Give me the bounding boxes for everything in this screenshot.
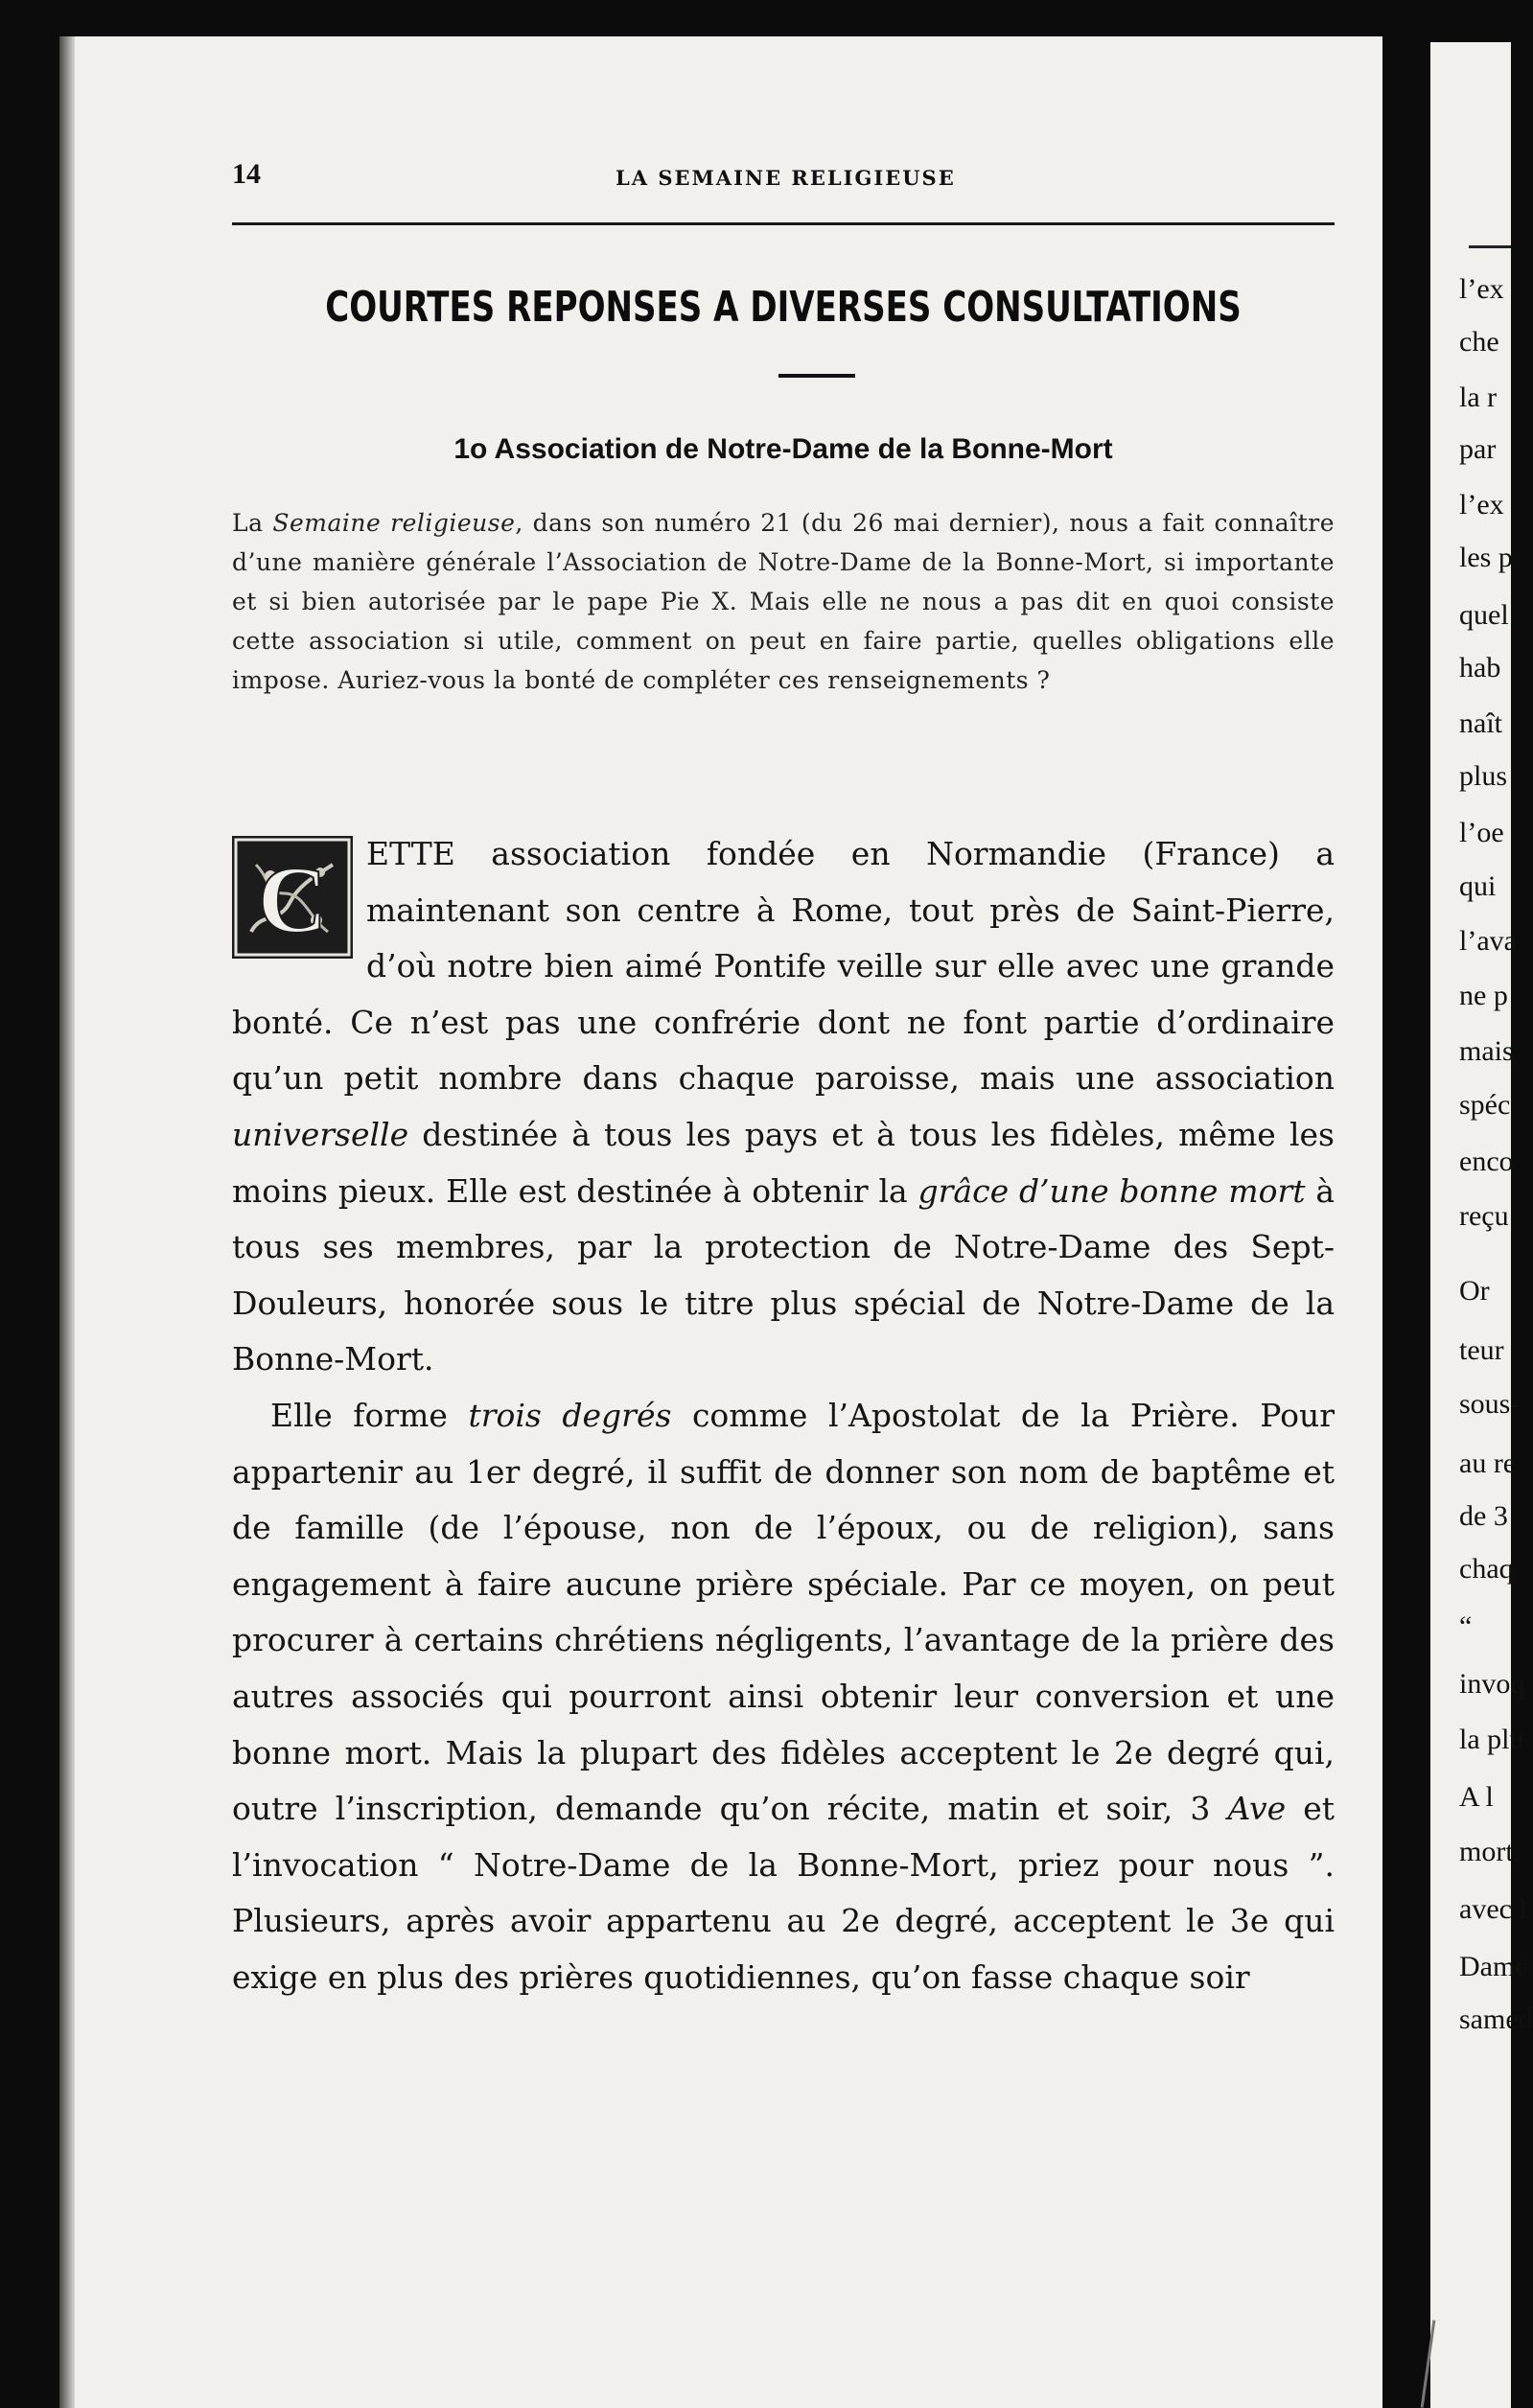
- adjacent-page-line: de 3: [1459, 1500, 1508, 1532]
- answer-paragraph-2: [232, 1388, 1335, 2006]
- page-number: 14: [232, 158, 261, 190]
- dropcap-letter: C: [257, 846, 328, 953]
- adjacent-page-line: l’oe: [1459, 817, 1504, 848]
- adjacent-page-line: l’ex: [1459, 489, 1504, 521]
- title-dash: [778, 374, 855, 378]
- answer-text: [232, 826, 1335, 2005]
- adjacent-page-line: les p: [1459, 542, 1513, 573]
- answer-p1-b: destinée à tous les pays et à tous les fidèles, même les moins pieux. Elle est destinée à obtenir la: [232, 1115, 1335, 1210]
- adjacent-page-line: “: [1459, 1610, 1473, 1642]
- answer-paragraph-1: [232, 826, 1335, 1388]
- answer-p1-b-italic: grâce d’une bonne mort: [917, 1171, 1306, 1210]
- question-title: 1o Association de Notre-Dame de la Bonne-Mort: [453, 433, 1113, 465]
- adjacent-page-line: spéc: [1459, 1089, 1511, 1121]
- answer-p1-c: à tous ses membres, par la protection de Notre-Dame des Sept-Douleurs, honorée sous le titre plus spécial de Notre-Dame de la Bonne-Mort.: [232, 1171, 1335, 1378]
- adjacent-page-line: ne p: [1459, 980, 1508, 1011]
- adjacent-page-line: l’ex: [1459, 273, 1504, 305]
- adjacent-page-line: enco: [1459, 1146, 1514, 1177]
- adjacent-page-line: Or: [1459, 1275, 1490, 1307]
- adjacent-page-line: sous-: [1459, 1388, 1521, 1420]
- section-title: COURTES REPONSES A DIVERSES CONSULTATIONS: [325, 283, 1242, 332]
- answer-p2-a-italic: trois degrés: [468, 1396, 672, 1434]
- adjacent-page-line: naît: [1459, 707, 1502, 739]
- adjacent-page-line: che: [1459, 326, 1499, 358]
- adjacent-page-line: reçu: [1459, 1200, 1509, 1232]
- adjacent-page-line: hab: [1459, 652, 1501, 683]
- adjacent-page-line: par: [1459, 433, 1497, 465]
- adjacent-page-line: mort,: [1459, 1836, 1521, 1867]
- adjacent-page-line: A l: [1459, 1781, 1494, 1813]
- adjacent-page-line: qui: [1459, 870, 1497, 902]
- adjacent-page-line: au re: [1459, 1447, 1517, 1479]
- header-rule: [232, 222, 1335, 225]
- adjacent-page-line: chaq: [1459, 1553, 1514, 1585]
- question-lead: La: [232, 509, 273, 537]
- answer-p2-b-italic: Ave: [1227, 1790, 1287, 1828]
- adjacent-page-line: teur: [1459, 1334, 1504, 1366]
- answer-p2-c: et l’invocation “ Notre-Dame de la Bonne-Mort, priez pour nous ”. Plusieurs, après avoir appartenu au 2e degré, acceptent le 3e qui exige en plus des prières quotidiennes, qu’on fasse chaque soir: [232, 1790, 1336, 1996]
- question-paragraph: [232, 503, 1335, 700]
- adjacent-page-line: samed: [1459, 2003, 1533, 2035]
- running-title: LA SEMAINE RELIGIEUSE: [616, 166, 956, 190]
- dropcap-ornament-icon: [232, 836, 353, 959]
- adjacent-page-edge: [1430, 42, 1533, 2408]
- adjacent-page-line: l’ava: [1459, 925, 1517, 957]
- answer-p1-a-italic: universelle: [232, 1115, 409, 1153]
- adjacent-page-line: avec l: [1459, 1893, 1527, 1925]
- adjacent-page-line: quel: [1459, 599, 1509, 631]
- question-body: , dans son numéro 21 (du 26 mai dernier), nous a fait connaître d’une manière générale l’Association de Notre-Dame de la Bonne-Mort, si importante et si bien autorisée par le pape Pie X. Mais elle ne nous a pas dit en quoi consiste cette association si utile, comment on peut en faire partie, quelles obligations elle impose. Auriez-vous la bonté de compléter ces renseignements ?: [232, 509, 1335, 694]
- adjacent-page-line: invoq: [1459, 1668, 1525, 1700]
- adjacent-page-rule: [1469, 245, 1511, 248]
- adjacent-page-line: la r: [1459, 382, 1498, 413]
- answer-p1-a: ETTE association fondée en Normandie (France) a maintenant son centre à Rome, tout près de Saint-Pierre, d’où notre bien aimé Pontife veille sur elle avec une grande bonté. Ce n’est pas une confrérie dont ne font partie d’ordinaire qu’un petit nombre dans chaque paroisse, mais une association: [232, 835, 1335, 1098]
- answer-p2-a: Elle forme: [270, 1396, 469, 1434]
- adjacent-page-line: Dame: [1459, 1951, 1528, 1982]
- adjacent-page-line: mais: [1459, 1035, 1514, 1067]
- adjacent-page-line: la plu: [1459, 1724, 1524, 1755]
- adjacent-page-line: plus: [1459, 760, 1508, 792]
- question-lead-italic: Semaine religieuse: [272, 509, 516, 537]
- answer-p2-b: comme l’Apostolat de la Prière. Pour appartenir au 1er degré, il suffit de donner son nom de baptême et de famille (de l’épouse, non de l’époux, ou de religion), sans engagement à faire aucune prière spéciale. Par ce moyen, on peut procurer à certains chrétiens négligents, l’avantage de la prière des autres associés qui pourront ainsi obtenir leur conversion et une bonne mort. Mais la plupart des fidèles acceptent le 2e degré qui, outre l’inscription, demande qu’on récite, matin et soir, 3: [232, 1396, 1335, 1828]
- running-head: [232, 120, 1335, 197]
